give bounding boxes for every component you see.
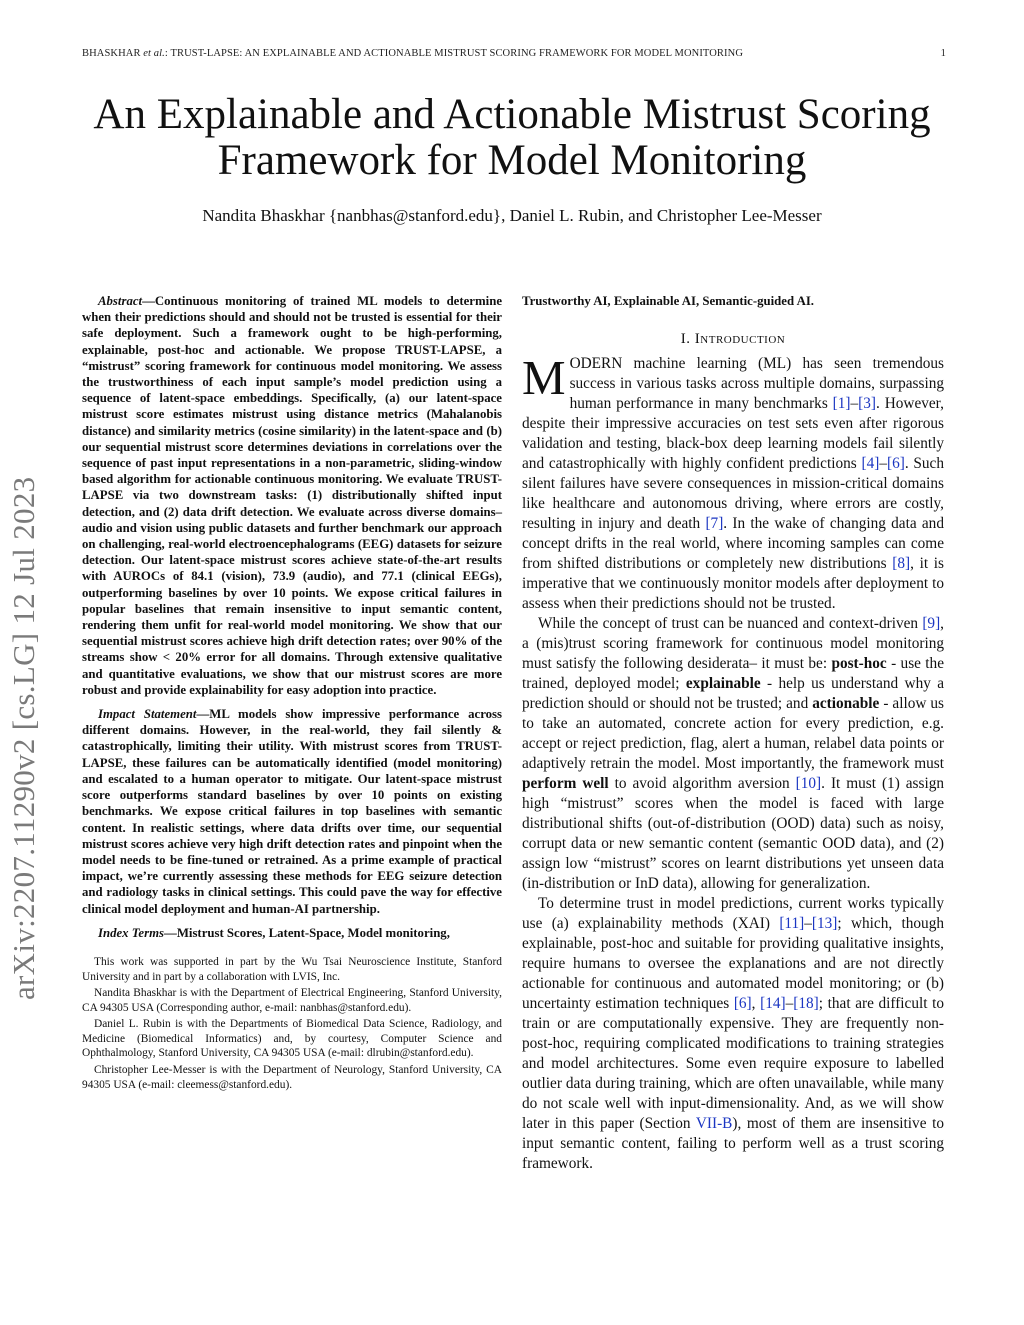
section-title: Introduction [694, 331, 786, 348]
intro-text: , a (mis)trust scoring framework for continuous model monitoring must satisfy the following desiderata– it must be: [522, 615, 944, 673]
citation-link[interactable]: [4] [861, 455, 880, 473]
citation-link[interactable]: [8] [892, 555, 911, 573]
section-reference-link[interactable]: VII-B [695, 1115, 733, 1133]
index-terms-text: —Mistrust Scores, Latent-Space, Model monitoring, [164, 925, 450, 940]
citation-link[interactable]: [6] [886, 455, 905, 473]
dropcap-letter: M [522, 350, 566, 406]
citation-link[interactable]: [11] [779, 915, 805, 933]
intro-text: ODERN machine learning (ML) has seen tremendous success in various tasks across multiple domains, surpassing human performance in many benchmarks [569, 355, 944, 413]
citation-link[interactable]: [1] [832, 395, 851, 413]
paper-title [60, 92, 964, 184]
citation-dash: – [879, 455, 887, 473]
arxiv-identifier-text: arXiv:2207.11290v2 [cs.LG] 12 Jul 2023 [6, 476, 41, 1000]
right-column [522, 293, 944, 1174]
intro-paragraph-3 [522, 894, 944, 1174]
left-column [82, 293, 502, 1094]
abstract-label: Abstract [98, 294, 143, 308]
page-number: 1 [940, 48, 946, 59]
index-terms-continued: Trustworthy AI, Explainable AI, Semantic-guided AI. [522, 294, 815, 308]
intro-text: - use the trained, deployed model; [522, 655, 944, 693]
section-heading [522, 331, 944, 348]
intro-paragraph-2 [522, 614, 944, 894]
arxiv-identifier[interactable] [2, 476, 46, 1000]
intro-text: While the concept of trust can be nuanced and context-driven [538, 615, 923, 633]
title-line-2: Framework for Model Monitoring [217, 137, 807, 184]
intro-text: . Such silent failures have severe consequences in mission-critical domains like healthcare and autonomous driving, where errors are costly, resulting in injury and death [522, 455, 944, 533]
citation-link[interactable]: [6] [733, 995, 752, 1013]
intro-text: , it is imperative that we continuously monitor models after deployment to assess when their predictions should not be trusted. [522, 555, 944, 613]
intro-text: . It must (1) assign high “mistrust” scores when the model is faced with large distributional shifts (out-of-distribution (OOD) data) such as noisy, corrupt data or new semantic content (semantic OOD data), and (2) assign low “mistrust” scores on learnt distributions yet unseen data (in-distribution or InD data), allowing for generalization. [522, 775, 944, 893]
abstract [82, 293, 502, 698]
citation-separator: , [751, 995, 761, 1013]
citation-dash: – [785, 995, 794, 1013]
intro-text: To determine trust in model predictions, current works typically use (a) explainability methods (XAI) [522, 895, 944, 933]
abstract-text: —Continuous monitoring of trained ML models to determine when their predictions should and should not be trusted is essential for their safe deployment. Such a framework ought to be high-performing, explainable, post-hoc and actionable. We propose TRUST-LAPSE, a “mistrust” scoring framework for continuous model monitoring. We assess the trustworthiness of each input sample’s model prediction using a sequence of latent-space embeddings. Specifically, (a) our latent-space mistrust score estimates mistrust using distance metrics (Mahalanobis distance) and similarity metrics (cosine similarity) in the latent-space and (b) our sequential mistrust score determines deviations in correlations over the sequence of past input representations in a non-parametric, sliding-window based algorithm for actionable continuous monitoring. We evaluate TRUST-LAPSE via two downstream tasks: (1) distributionally shifted input detection, and (2) data drift detection. We evaluate across diverse domains–audio and vision using public datasets and further benchmark our approach on challenging, real-world electroencephalograms (EEG) datasets for seizure detection. Our latent-space mistrust scores achieve state-of-the-art results with AUROCs of 84.1 (vision), 73.9 (audio), and 77.1 (clinical EEGs), outperforming baselines by over 10 points. We expose critical failures in popular baselines that remain insensitive to input semantic content, rendering them unfit for real-world model monitoring. We show that our sequential mistrust scores achieve high drift detection rates; over 90% of the streams show < 20% error for all domains. Through extensive qualitative and quantitative evaluations, we show that our mistrust scores are more robust and provide explainability for easy adoption into practice. [82, 294, 502, 697]
running-header [82, 48, 950, 59]
running-head-author: BHASKHAR [82, 48, 141, 59]
bold-term: actionable [812, 695, 880, 713]
intro-text: . In the wake of changing data and concept drifts in the real world, where incoming samples can come from shifted distributions or completely new distributions [522, 515, 944, 573]
citation-link[interactable]: [3] [858, 395, 876, 413]
intro-text: - help us understand why a prediction should or should not be trusted; and [522, 675, 944, 713]
impact-label: Impact Statement [98, 707, 197, 722]
bold-term: post-hoc [831, 655, 887, 673]
citation-link[interactable]: [18] [793, 995, 819, 1013]
intro-text: ), most of them are insensitive to input semantic content, failing to perform well as a trust scoring framework. [522, 1115, 944, 1173]
footnote-funding: This work was supported in part by the Wu Tsai Neuroscience Institute, Stanford University and in part by a collaboration with LVIS, Inc. [82, 955, 502, 983]
author-list: Nandita Bhaskhar {nanbhas@stanford.edu}, Daniel L. Rubin, and Christopher Lee-Messer [202, 206, 822, 225]
impact-statement [82, 706, 502, 917]
footnote-author-1: Nandita Bhaskhar is with the Department of Electrical Engineering, Stanford University, CA 94305 USA (Corresponding author, e-mail: nanbhas@stanford.edu). [82, 987, 502, 1014]
running-head-etal: et al. [143, 48, 165, 59]
citation-link[interactable]: [10] [795, 775, 822, 793]
running-head-title: : TRUST-LAPSE: AN EXPLAINABLE AND ACTIONABLE MISTRUST SCORING FRAMEWORK FOR MODEL MONITORING [164, 48, 743, 59]
footnotes [82, 955, 502, 1092]
section-number: I. [680, 331, 691, 348]
footnote-author-3: Christopher Lee-Messer is with the Department of Neurology, Stanford University, CA 94305 USA (e-mail: cleemess@stanford.edu). [82, 1064, 502, 1091]
citation-dash: – [804, 915, 812, 933]
impact-text: —ML models show impressive performance across different domains. However, in the real-world, they fail silently & catastrophically, limiting their utility. With mistrust scores from TRUST-LAPSE, these failures can be automatically identified (model monitoring) and escalated to a human operator to mitigate. Our latent-space mistrust score outperforms standard baselines by over 10 points on existing benchmarks. We expose critical failures in top baselines with semantic content. In realistic settings, where data drifts over time, our sequential mistrust scores achieve very high drift detection rates and pinpoint when the model needs to be fine-tuned or retrained. As a prime example of practical impact, we’re currently assessing these methods for EEG seizure detection and radiology tasks in clinical settings. This could pave the way for effective clinical model deployment and human-AI partnership. [82, 707, 502, 916]
intro-text: . However, despite their impressive accuracies on test sets even after rigorous validation and testing, black-box deep learning models fail silently and catastrophically with highly confident predictions [522, 395, 944, 473]
citation-link[interactable]: [14] [760, 995, 786, 1013]
footnote-author-2: Daniel L. Rubin is with the Departments of Biomedical Data Science, Radiology, and Medicine (Biomedical Informatics) and, by courtesy, Computer Science and Ophthalmology, Stanford University, CA 94305 USA (e-mail: dlrubin@stanford.edu). [82, 1018, 502, 1060]
citation-dash: – [850, 395, 859, 413]
index-terms [82, 925, 502, 941]
intro-text: ; which, though explainable, post-hoc and suitable for providing qualitative insights, require humans to oversee the explanations and are not directly actionable for continuous and automated model monitoring; or (b) uncertainty estimation techniques [522, 915, 944, 1013]
intro-paragraph-1 [522, 350, 944, 614]
citation-link[interactable]: [13] [811, 915, 838, 933]
bold-term: perform well [522, 775, 609, 793]
citation-link[interactable]: [7] [705, 515, 724, 533]
intro-text: - allow us to take an automated, concrete action for every prediction, e.g. accept or reject prediction, flag, alert a human, relabel data points or adaptively retrain the model. Most importantly, the framework must [522, 695, 945, 773]
bold-term: explainable [685, 675, 761, 693]
intro-text: ; that are difficult to train or are computationally expensive. They are frequently non-post-hoc, requiring complicated modifications to training strategies and model architectures. Some even require exposure to labelled outlier data during training, which are often unavailable, while many do not scale well with input-dimensionality. And, as we will show later in this paper (Section [522, 995, 944, 1133]
intro-text: to avoid algorithm aversion [608, 775, 796, 793]
citation-link[interactable]: [9] [922, 615, 941, 633]
index-terms-label: Index Terms [98, 925, 165, 940]
title-line-1: An Explainable and Actionable Mistrust Scoring [93, 91, 931, 138]
